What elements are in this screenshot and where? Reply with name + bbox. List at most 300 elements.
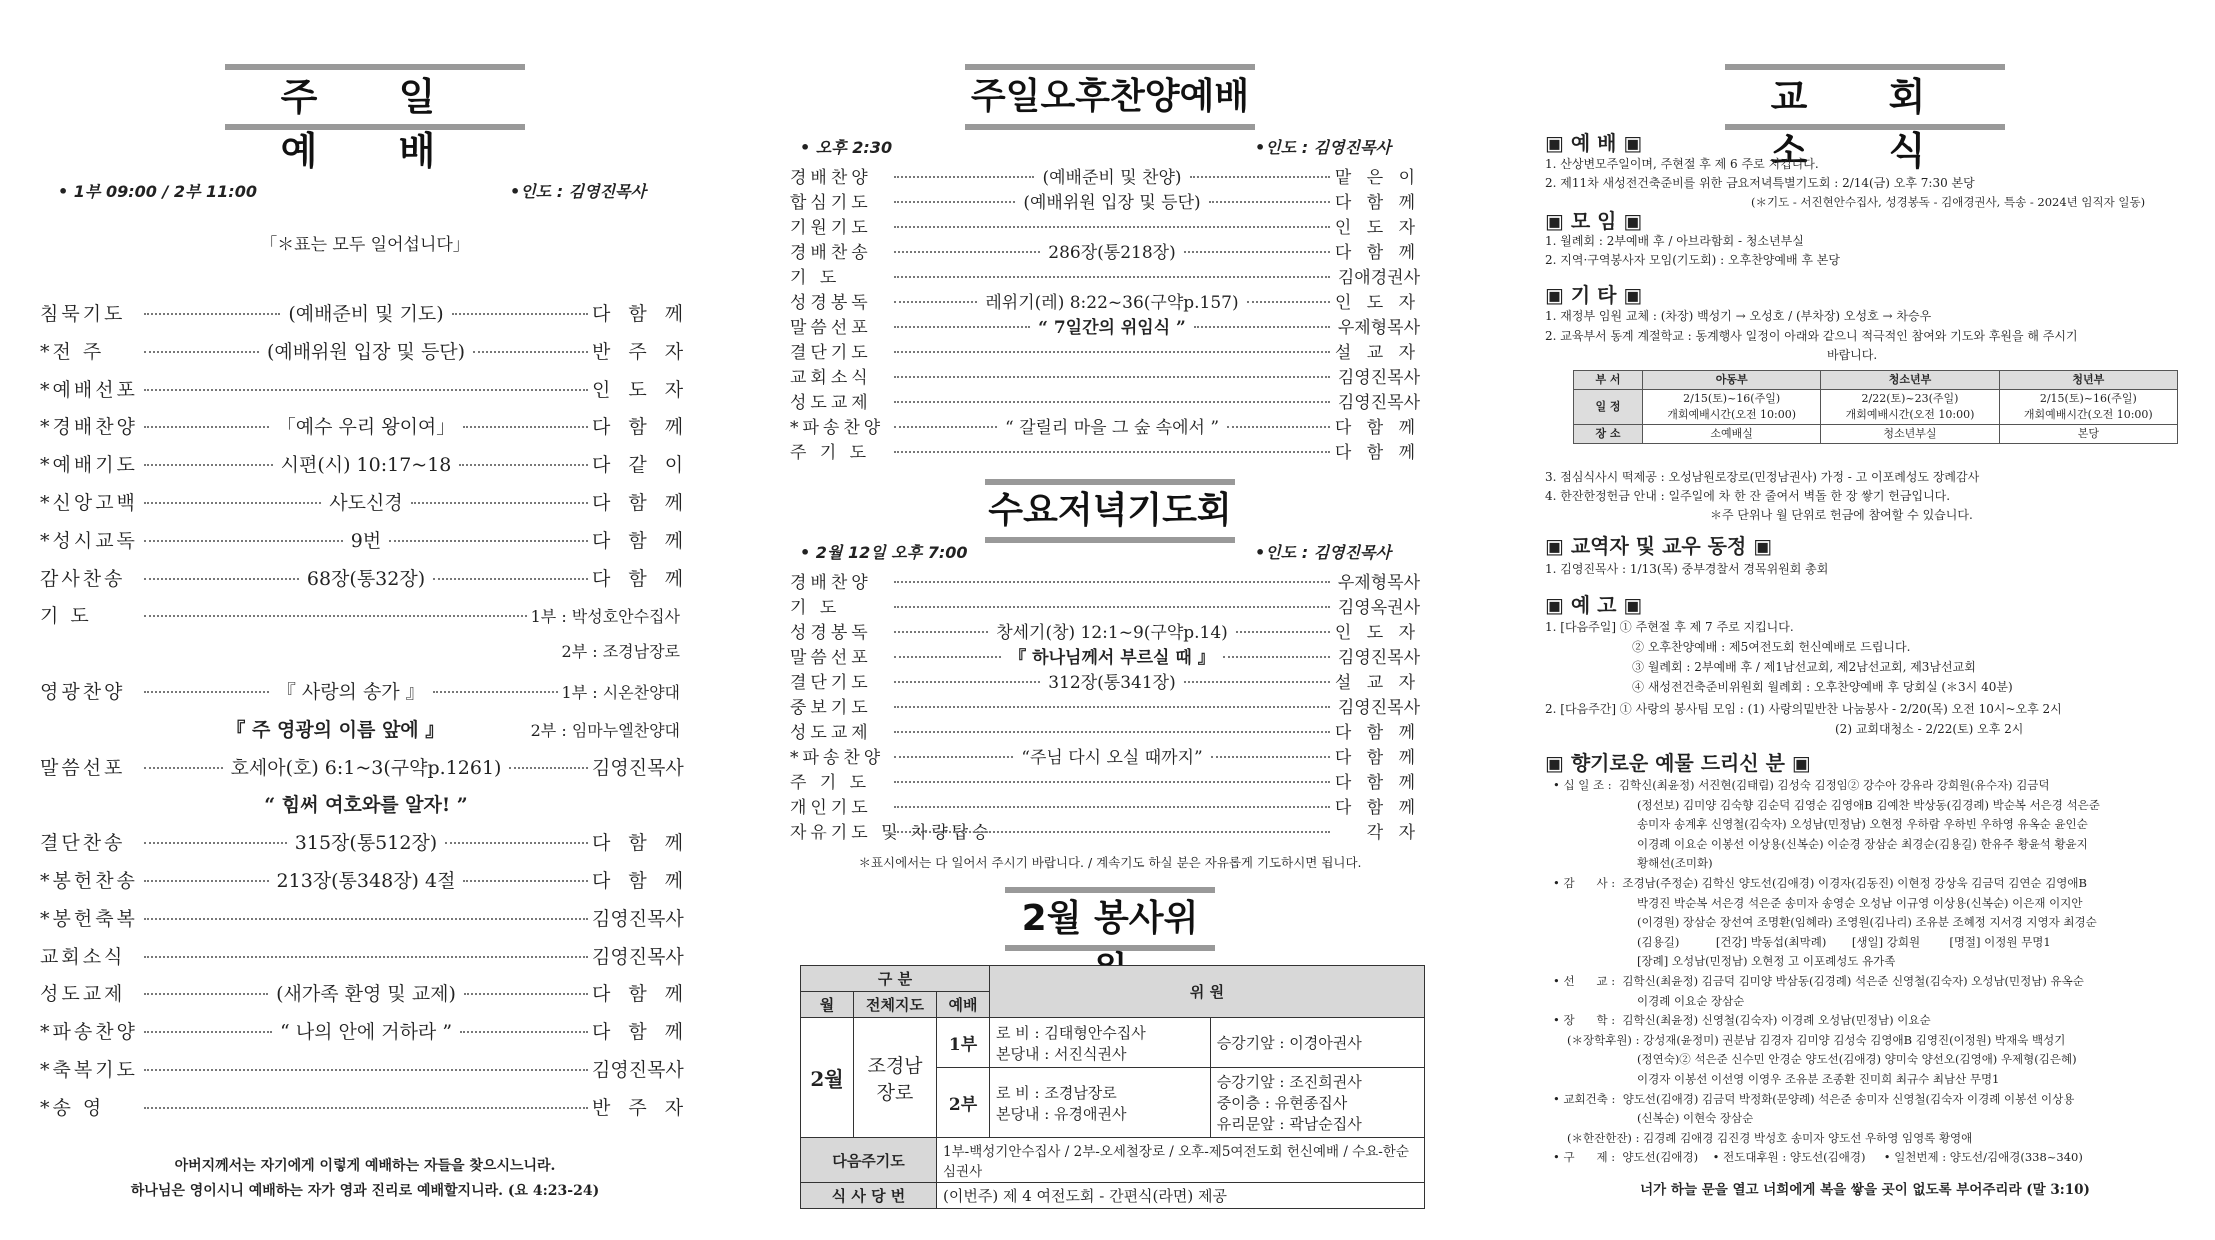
- servers-meal-label: 식 사 당 번: [801, 1183, 937, 1209]
- order-person: 다 함 께: [1334, 193, 1420, 213]
- order-content: 레위기(레) 8:22~36(구약p.157): [985, 293, 1239, 313]
- offering-line: • 장 학 : 김학신(최윤정) 신영철(김숙자) 이경례 오성남(민정남) 이요순: [1553, 1013, 1931, 1028]
- order-label: 말씀선포: [790, 318, 872, 338]
- leader-dots: [894, 301, 977, 303]
- order-label: *파송찬양: [40, 1021, 138, 1044]
- leader-dots: [144, 464, 273, 466]
- etc-item-3: 3. 점심식사시 떡제공 : 오성남원로장로(민정남권사) 가정 - 고 이포례성도 장례감사: [1545, 470, 1980, 484]
- order-content: 68장(통32장): [306, 567, 426, 590]
- order-content: “ 나의 안에 거하라 ”: [279, 1021, 453, 1044]
- wednesday-leader: •인도 : 김영진목사: [1255, 543, 1391, 562]
- section-worship: ▣ 예 배 ▣: [1545, 131, 1643, 155]
- order-person: 설 교 자: [1334, 343, 1420, 363]
- sunday-order-row: [40, 488, 690, 515]
- wednesday-order-row: [790, 818, 1420, 843]
- afternoon-order-row: [790, 263, 1420, 288]
- offering-line: • 선 교 : 김학신(최윤정) 김금덕 김미양 박삼동(김경례) 석은준 신영철(김숙자) 오성남(민정남) 유옥순: [1553, 974, 2084, 988]
- leader-dots: [433, 691, 558, 693]
- order-person: 김영진목사: [1337, 393, 1420, 413]
- order-person: 다 함 께: [592, 303, 690, 325]
- order-person: 맡 은 이: [1334, 168, 1420, 188]
- sched-h-youth: 청소년부: [1821, 371, 1999, 390]
- servers-meal-value: (이번주) 제 4 여전도회 - 간편식(라면) 제공: [937, 1183, 1425, 1209]
- order-label: 기 도: [40, 605, 92, 628]
- order-label: 기원기도: [790, 218, 872, 238]
- order-content: (새가족 환영 및 교제): [276, 983, 456, 1006]
- servers-next-label: 다음주기도: [801, 1138, 937, 1183]
- order-content: 호세아(호) 6:1~3(구약p.1261): [230, 756, 502, 779]
- order-label: 성경봉독: [790, 623, 872, 643]
- order-person: 다 함 께: [592, 870, 690, 892]
- servers-part1: 1부: [937, 1018, 990, 1068]
- order-person: 다 함 께: [592, 416, 690, 439]
- order-label: 기 도: [790, 268, 841, 288]
- order-content: 9번: [350, 529, 382, 552]
- servers-title: 2월 봉사위: [1005, 887, 1215, 951]
- sunday-order-row: [40, 677, 680, 704]
- order-content: 시편(시) 10:17~18: [280, 454, 452, 477]
- wednesday-order-row: [790, 743, 1420, 768]
- order-label: 결단찬송: [40, 832, 126, 855]
- sunday-order-row: [40, 979, 690, 1006]
- order-label: 자유기도 및 차량탑승: [790, 823, 993, 843]
- sunday-order-row: [40, 337, 690, 364]
- sunday-order-row: [40, 1017, 690, 1044]
- section-notice: ▣ 예 고 ▣: [1545, 593, 1643, 617]
- offering-line: (정연숙)② 석은준 신수민 안경순 양도선(김애경) 양미숙 양선오(김영애) 우제형(김은혜): [1637, 1052, 2077, 1067]
- order-person: 김영진목사: [1337, 648, 1421, 668]
- afternoon-order-row: [790, 288, 1420, 313]
- order-label: 주 기 도: [790, 443, 871, 463]
- order-label: 합심기도: [790, 193, 872, 213]
- notice-item-5: 2. [다음주간] ① 사랑의 봉사팀 모임 : (1) 사랑의밑반찬 나눔봉사 - 2/20(목) 오전 10시~오후 2시: [1545, 702, 2062, 716]
- sched-date-youth: 2/22(토)~23(주일) 개회예배시간(오전 10:00): [1821, 390, 1999, 425]
- leader-dots: [894, 276, 1330, 278]
- servers-month: 2월: [801, 1018, 854, 1138]
- offering-line: • 구 제 : 양도선(김애경) • 전도대후원 : 양도선(김애경) • 일천번제 : 양도선/김애경(338~340): [1553, 1150, 2083, 1165]
- leader-dots: [894, 706, 1330, 708]
- order-person: 다 함 께: [1334, 443, 1420, 463]
- servers-overall: 조경남 장로: [854, 1018, 937, 1138]
- leader-dots: [463, 880, 588, 882]
- order-label: 말씀선포: [40, 756, 126, 779]
- leader-dots: [894, 606, 1330, 608]
- sched-place-label: 장 소: [1574, 425, 1643, 444]
- notice-item-1: 1. [다음주일] ① 주현절 후 제 7 주로 지킵니다.: [1545, 620, 1794, 634]
- order-content: (예배준비 및 찬양): [1042, 168, 1182, 188]
- sched-date-label: 일 정: [1574, 390, 1643, 425]
- afternoon-order-row: [790, 188, 1420, 213]
- afternoon-order-row: [790, 313, 1420, 338]
- order-label: 결단기도: [790, 673, 872, 693]
- leader-dots: [1227, 426, 1330, 428]
- order-content: (예배위원 입장 및 등단): [266, 340, 466, 363]
- servers-part1-left: 로 비 : 김태형안수집사 본당내 : 서진식권사: [990, 1018, 1211, 1068]
- verse-line-2: 하나님은 영이시니 예배하는 자가 영과 진리로 예배할지니라. (요 4:23-24): [130, 1183, 600, 1199]
- leader-dots: [433, 578, 588, 580]
- order-label: 성도교제: [40, 983, 126, 1006]
- leader-dots: [894, 351, 1330, 353]
- sunday-order-row: [40, 450, 690, 477]
- sched-place-youth: 청소년부실: [1821, 425, 1999, 444]
- offering-line: (이경원) 장삼순 장선여 조명환(임혜라) 조영원(김나리) 조유분 조혜정 지서경 지영자 최경순: [1637, 915, 2097, 930]
- section-meeting: ▣ 모 임 ▣: [1545, 209, 1643, 233]
- notice-item-4: ④ 새성전건축준비위원회 월례회 : 오후찬양예배 후 당회실 (＊3시 40분): [1632, 680, 2013, 694]
- order-content: “ 7일간의 위임식 ”: [1038, 318, 1186, 338]
- order-label: 경배찬양: [790, 168, 872, 188]
- leader-dots: [144, 767, 223, 769]
- order-label: 성경봉독: [790, 293, 872, 313]
- leader-dots: [144, 426, 269, 428]
- leader-dots: [894, 401, 1330, 403]
- order-content: 사도신경: [329, 492, 403, 514]
- order-label: *성시교독: [40, 529, 138, 552]
- order-label: 감사찬송: [40, 567, 126, 590]
- order-label: *봉헌찬송: [40, 870, 138, 892]
- leader-dots: [894, 376, 1330, 378]
- offering-line: 황해선(조미화): [1637, 856, 1713, 871]
- leader-dots: [1211, 756, 1330, 758]
- verse-line-1: 아버지께서는 자기에게 이렇게 예배하는 자들을 찾으시느니라.: [174, 1158, 556, 1174]
- order-content: “ 힘써 여호와를 알자! ”: [264, 794, 468, 817]
- wednesday-order-row: [790, 693, 1420, 718]
- order-person: 다 함 께: [1334, 243, 1420, 263]
- section-offering: ▣ 향기로운 예물 드리신 분 ▣: [1545, 751, 1811, 775]
- offering-line: (김용길) [건강] 박동섭(최막례) [생일] 강희원 [명절] 이정원 무명1: [1637, 934, 2051, 949]
- order-label: 교회소식: [790, 368, 872, 388]
- order-person: 다 함 께: [592, 983, 690, 1006]
- leader-dots: [144, 502, 321, 504]
- order-label: *전 주: [40, 340, 105, 363]
- order-content: 『 사랑의 송가 』: [276, 681, 425, 703]
- offering-line: 송미자 송계후 신영철(김숙자) 오성남(민정남) 오현정 우하람 우하빈 우하영 유옥순 윤인순: [1637, 817, 2088, 832]
- order-person: 인 도 자: [1334, 293, 1421, 313]
- servers-part2-right: 승강기앞 : 조진희권사 중이층 : 유현종집사 유리문앞 : 곽남순집사: [1210, 1068, 1424, 1138]
- leader-dots: [1209, 201, 1330, 203]
- sunday-time: • 1부 09:00 / 2부 11:00: [58, 182, 257, 201]
- order-person: 다 함 께: [1334, 418, 1420, 438]
- order-content: 286장(통218장): [1048, 243, 1176, 263]
- offering-line: [장례] 오성남(민정남) 오현정 고 이포례성도 유가족: [1637, 954, 1896, 969]
- order-person: 설 교 자: [1334, 673, 1420, 693]
- sunday-order-row: [40, 1055, 684, 1082]
- leader-dots: [894, 631, 988, 633]
- wednesday-order-row: [790, 768, 1420, 793]
- leader-dots: [144, 691, 269, 693]
- order-person: 다 함 께: [1334, 723, 1420, 743]
- leader-dots: [464, 993, 588, 995]
- sched-date-young-adult: 2/15(토)~16(주일) 개회예배시간(오전 10:00): [1999, 390, 2177, 425]
- sunday-order-row: [40, 1093, 690, 1120]
- news-column: [1545, 0, 2185, 1240]
- notice-item-2: ② 오후찬양예배 : 제5여전도회 헌신예배로 드립니다.: [1632, 640, 1911, 654]
- order-person: 1부 : 박성호안수집사: [530, 607, 680, 627]
- leader-dots: [144, 1107, 588, 1109]
- order-label: 기 도: [790, 598, 841, 618]
- order-person: 인 도 자: [1334, 218, 1420, 238]
- afternoon-order-row: [790, 388, 1420, 413]
- order-person: 김영진목사: [592, 1059, 684, 1081]
- offering-line: (정선보) 김미양 김숙향 김순덕 김영순 김영애B 김예찬 박상동(김경례) 박순복 서은경 석은준: [1637, 797, 2100, 812]
- sunday-order-row: [40, 564, 690, 591]
- sunday-order-row: [40, 715, 680, 742]
- order-person: 김애경권사: [1337, 268, 1420, 288]
- section-etc: ▣ 기 타 ▣: [1545, 283, 1643, 307]
- meeting-item-1: 1. 월례회 : 2부예배 후 / 아브라함회 - 청소년부실: [1545, 234, 1804, 248]
- leader-dots: [460, 1031, 588, 1033]
- wednesday-order-row: [790, 793, 1420, 818]
- order-person: 우제형목사: [1337, 573, 1420, 593]
- leader-dots: [1236, 631, 1330, 633]
- leader-dots: [144, 389, 588, 391]
- servers-header-service: 예배: [937, 992, 990, 1018]
- sched-h-young-adult: 청년부: [1999, 371, 2177, 390]
- leader-dots: [894, 581, 1330, 583]
- order-person: 우제형목사: [1337, 318, 1420, 338]
- afternoon-order-row: [790, 163, 1420, 188]
- order-content: 「예수 우리 왕이여」: [276, 416, 456, 439]
- offering-line: 이경례 이요순 장삼순: [1637, 993, 1745, 1008]
- wednesday-order-row: [790, 618, 1420, 643]
- order-person: 김영진목사: [592, 945, 684, 968]
- order-content: 312장(통341장): [1048, 673, 1176, 693]
- wednesday-prayer-title: 수요저녁기도회: [985, 479, 1235, 543]
- offering-line: (신복순) 이현숙 장삼순: [1637, 1111, 1754, 1126]
- leader-dots: [144, 578, 299, 580]
- servers-table: [800, 965, 1425, 1209]
- leader-dots: [894, 831, 1330, 833]
- order-person: 다 함 께: [592, 567, 690, 590]
- order-content: (예배준비 및 기도): [288, 303, 444, 325]
- leader-dots: [144, 956, 588, 958]
- leader-dots: [894, 806, 1330, 808]
- order-person: 김영진목사: [592, 907, 684, 930]
- afternoon-time: • 오후 2:30: [800, 138, 893, 157]
- order-person: 다 함 께: [1334, 798, 1420, 818]
- leader-dots: [1184, 681, 1330, 683]
- leader-dots: [144, 615, 527, 617]
- news-title: 교 회 소 식: [1725, 64, 2005, 130]
- order-content: 『 하나님께서 부르실 때 』: [1009, 648, 1215, 668]
- leader-dots: [452, 313, 588, 315]
- order-content: 창세기(창) 12:1~9(구약p.14): [996, 623, 1228, 643]
- order-person: 인 도 자: [1334, 623, 1420, 643]
- leader-dots: [894, 681, 1040, 683]
- servers-part2-left: 로 비 : 조경남장로 본당내 : 유경애권사: [990, 1068, 1211, 1138]
- order-label: 개인기도: [790, 798, 872, 818]
- leader-dots: [389, 540, 588, 542]
- etc-item-4-note: ＊주 단위나 월 단위로 헌금에 참여할 수 있습니다.: [1710, 508, 1973, 522]
- center-column: [790, 0, 1430, 1240]
- sunday-order-row: [40, 375, 690, 402]
- wednesday-order-row: [790, 668, 1420, 693]
- sunday-order-row: [40, 412, 690, 439]
- leader-dots: [1247, 301, 1330, 303]
- etc-item-2-cont: 바랍니다.: [1827, 348, 1878, 362]
- leader-dots: [894, 426, 997, 428]
- order-label: 교회소식: [40, 945, 126, 968]
- sunday-order-row: [40, 753, 684, 780]
- afternoon-order-row: [790, 438, 1420, 463]
- order-label: 성도교제: [790, 393, 872, 413]
- leader-dots: [894, 731, 1330, 733]
- leader-dots: [1190, 176, 1330, 178]
- order-label: 침묵기도: [40, 303, 126, 325]
- leader-dots: [1194, 326, 1330, 328]
- servers-header-month: 월: [801, 992, 854, 1018]
- servers-header-wiwon: 위 원: [990, 966, 1425, 1018]
- offering-line: • 감 사 : 조경남(주정순) 김학신 양도선(김애경) 이경자(김동진) 이현정 강상욱 김금덕 김연순 김영애B: [1553, 876, 2087, 890]
- sunday-worship-title: 주 일 예 배: [225, 64, 525, 130]
- order-label: 경배찬양: [790, 573, 872, 593]
- wednesday-order-row: [790, 643, 1420, 668]
- sunday-order-row: [40, 942, 684, 969]
- order-label: 영광찬양: [40, 681, 126, 703]
- sunday-order-row: [40, 790, 680, 817]
- afternoon-order-row: [790, 213, 1420, 238]
- leader-dots: [144, 351, 259, 353]
- worship-item-3: (＊기도 - 서진현안수집사, 성경봉독 - 김애경권사, 특송 - 2024년 임직자 일동): [1751, 195, 2146, 209]
- order-label: 성도교제: [790, 723, 872, 743]
- wednesday-order-row: [790, 593, 1420, 618]
- leader-dots: [894, 781, 1330, 783]
- order-person: 다 함 께: [592, 832, 690, 855]
- afternoon-order-row: [790, 363, 1420, 388]
- leader-dots: [411, 502, 588, 504]
- servers-part2: 2부: [937, 1068, 990, 1138]
- sunday-order-row: [40, 639, 680, 662]
- order-label: *축복기도: [40, 1059, 138, 1081]
- leader-dots: [894, 756, 1013, 758]
- meeting-item-2: 2. 지역·구역봉사자 모임(기도회) : 오후찬양예배 후 본당: [1545, 253, 1840, 267]
- wednesday-time: • 2월 12일 오후 7:00: [800, 543, 968, 562]
- wednesday-order-row: [790, 718, 1420, 743]
- order-person: 다 함 께: [592, 529, 690, 552]
- worship-item-1: 1. 산상변모주일이며, 주현절 후 제 6 주로 지킵니다.: [1545, 157, 1819, 171]
- etc-item-4: 4. 한잔한정헌금 안내 : 일주일에 차 한 잔 줄여서 벽돌 한 장 쌓기 헌금입니다.: [1545, 489, 1951, 503]
- order-person: 다 같 이: [592, 454, 690, 477]
- leader-dots: [445, 842, 588, 844]
- order-label: *송 영: [40, 1096, 105, 1119]
- offering-line: 이경자 이봉선 이선영 이영우 조유분 조종환 진미희 최규수 최남산 무명1: [1637, 1072, 2000, 1086]
- order-content: (예배위원 입장 및 등단): [1023, 193, 1201, 213]
- order-person: 김영옥권사: [1337, 598, 1420, 618]
- leader-dots: [1184, 251, 1330, 253]
- offering-line: (＊장학후원) : 강성재(윤정미) 권분남 김경자 김미양 김성숙 김영애B 김영진(이정원) 박재욱 백성기: [1567, 1032, 2066, 1047]
- order-label: *예배선포: [40, 378, 138, 401]
- order-person: 다 함 께: [1334, 773, 1420, 793]
- order-label: *봉헌축복: [40, 907, 138, 930]
- order-label: *파송찬양: [790, 748, 885, 768]
- order-label: *파송찬양: [790, 418, 885, 438]
- order-person: 2부 : 임마누엘찬양대: [530, 720, 681, 740]
- afternoon-leader: •인도 : 김영진목사: [1255, 138, 1391, 157]
- wednesday-footnote: ＊표시에서는 다 일어서 주시기 바랍니다. / 계속기도 하실 분은 자유롭게 기도하시면 됩니다.: [858, 855, 1362, 870]
- leader-dots: [144, 880, 269, 882]
- order-person: 각 자: [1366, 823, 1420, 843]
- servers-header-gubun: 구 분: [801, 966, 990, 992]
- afternoon-order-row: [790, 338, 1420, 363]
- section-staff: ▣ 교역자 및 교우 동정 ▣: [1545, 534, 1773, 558]
- order-label: 주 기 도: [790, 773, 871, 793]
- offering-line: 이경례 이요순 이봉선 이상용(신복순) 이순경 장삼순 최경순(김용길) 한유주 황윤석 황윤지: [1637, 836, 2088, 851]
- leader-dots: [144, 842, 287, 844]
- order-label: *예배기도: [40, 454, 138, 477]
- order-person: 다 함 께: [592, 1021, 690, 1044]
- leader-dots: [1223, 656, 1330, 658]
- leader-dots: [144, 540, 343, 542]
- leader-dots: [144, 1031, 272, 1033]
- staff-item-1: 1. 김영진목사 : 1/13(목) 중부경찰서 경목위원회 총회: [1545, 562, 1829, 576]
- offering-line: • 십 일 조 : 김학신(최윤정) 서진현(김태림) 김성숙 김정임② 강수아 강유라 강희원(유수자) 김금덕: [1553, 778, 2050, 792]
- sched-h-dept: 부 서: [1574, 371, 1643, 390]
- notice-item-6: (2) 교회대청소 - 2/22(토) 오후 2시: [1835, 722, 2024, 736]
- leader-dots: [144, 918, 588, 920]
- offering-line: 박경진 박순복 서은경 석은준 송미자 송영순 오성남 이규영 이상용(신복순) 이은재 이지안: [1637, 895, 2083, 910]
- order-person: 김영진목사: [1337, 368, 1420, 388]
- order-content: “주님 다시 오실 때까지”: [1021, 748, 1203, 768]
- leader-dots: [509, 767, 588, 769]
- order-person: 다 함 께: [592, 492, 690, 514]
- offering-line: (＊한잔한잔) : 김경례 김애경 김진경 박성호 송미자 양도선 우하영 임영록 황영애: [1567, 1130, 1973, 1145]
- afternoon-order-row: [790, 413, 1420, 438]
- servers-next-value: 1부-백성기안수집사 / 2부-오세철장로 / 오후-제5여전도회 헌신예배 / 수요-한순심권사: [937, 1138, 1425, 1183]
- sched-place-children: 소예배실: [1643, 425, 1821, 444]
- sunday-order-row: [40, 828, 690, 855]
- sunday-order-row: [40, 866, 690, 893]
- afternoon-worship-title: 주일오후찬양예배: [965, 64, 1255, 130]
- sunday-worship-column: [40, 0, 690, 1240]
- etc-item-1: 1. 재정부 임원 교체 : (차장) 백성기 → 오성호 / (부차장) 오성호 → 차승우: [1545, 309, 1932, 323]
- order-content: “ 갈릴리 마을 그 숲 속에서 ”: [1004, 418, 1220, 438]
- order-person: 2부 : 조경남장로: [561, 642, 680, 662]
- order-label: 경배찬송: [790, 243, 872, 263]
- leader-dots: [463, 426, 588, 428]
- order-label: *경배찬양: [40, 416, 138, 439]
- sched-place-young-adult: 본당: [1999, 425, 2177, 444]
- afternoon-order-row: [790, 238, 1420, 263]
- order-content: 213장(통348장) 4절: [276, 870, 456, 892]
- stand-note: 「＊표는 모두 일어섭니다」: [260, 235, 470, 255]
- sunday-order-row: [40, 299, 690, 326]
- sunday-order-row: [40, 526, 690, 553]
- leader-dots: [144, 313, 280, 315]
- leader-dots: [894, 326, 1030, 328]
- etc-item-2: 2. 교육부서 동계 계절학교 : 동계행사 일정이 아래와 같으니 적극적인 참여와 기도와 후원을 해 주시기: [1545, 329, 2078, 343]
- sunday-leader: •인도 : 김영진목사: [510, 182, 646, 201]
- sched-h-children: 아동부: [1643, 371, 1821, 390]
- wednesday-order-row: [790, 568, 1420, 593]
- order-label: 결단기도: [790, 343, 872, 363]
- leader-dots: [894, 176, 1034, 178]
- sunday-order-row: [40, 601, 680, 628]
- order-person: 김영진목사: [1337, 698, 1420, 718]
- offering-line: • 교회건축 : 양도선(김애경) 김금덕 박정화(문양례) 석은준 송미자 신영철(김숙자 이경례 이봉선 이상용: [1553, 1091, 2075, 1106]
- order-person: 김영진목사: [592, 756, 684, 779]
- order-label: 중보기도: [790, 698, 872, 718]
- leader-dots: [144, 993, 268, 995]
- order-content: 『 주 영광의 이름 앞에 』: [226, 718, 445, 741]
- order-label: *신앙고백: [40, 492, 138, 514]
- sched-date-children: 2/15(토)~16(주일) 개회예배시간(오전 10:00): [1643, 390, 1821, 425]
- leader-dots: [894, 656, 1001, 658]
- order-person: 인 도 자: [592, 378, 690, 401]
- order-person: 1부 : 시온찬양대: [561, 683, 680, 702]
- leader-dots: [459, 464, 588, 466]
- winter-school-table: [1573, 370, 2178, 444]
- notice-item-3: ③ 월례회 : 2부예배 후 / 제1남선교회, 제2남선교회, 제3남선교회: [1632, 660, 1976, 674]
- servers-part1-right: 승강기앞 : 이경아권사: [1210, 1018, 1424, 1068]
